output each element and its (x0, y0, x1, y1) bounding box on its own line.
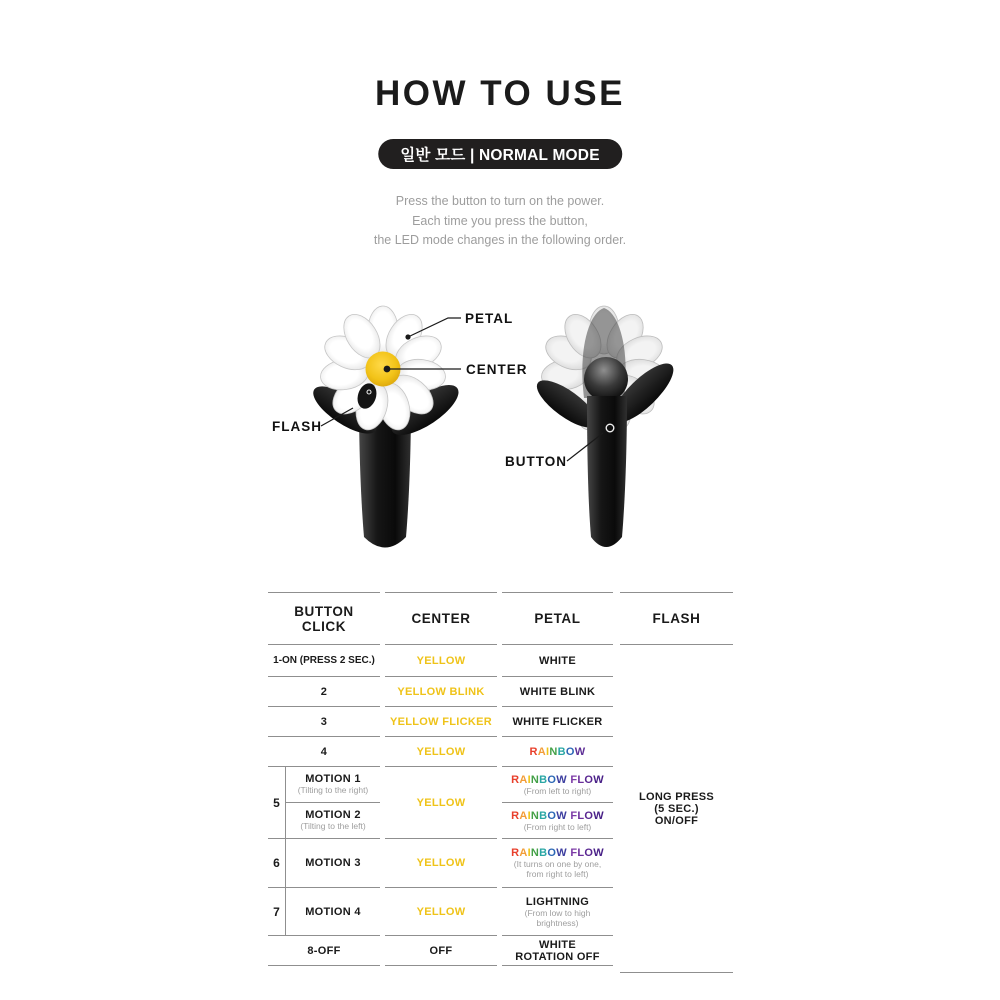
mode-table (268, 592, 733, 973)
click-row-5 (268, 767, 380, 839)
motion-2-cell: MOTION 2 (Tilting to the left) (300, 809, 366, 832)
click-row-5-number: 5 (268, 767, 286, 838)
petal-row-5a: RAINBOW FLOW (From left to right) (502, 767, 613, 803)
click-row-1: 1-ON (PRESS 2 SEC.) (268, 645, 380, 677)
click-row-7-number: 7 (268, 888, 286, 935)
click-row-6-number: 6 (268, 839, 286, 887)
rainbow-flow-text: RAINBOW FLOW (511, 809, 604, 822)
motion-3-cell: MOTION 3 (305, 857, 361, 869)
center-row-4: YELLOW (385, 737, 497, 767)
petal-row-8: WHITE ROTATION OFF (502, 936, 613, 966)
motion-4-cell: MOTION 4 (305, 905, 361, 918)
header-button-click: BUTTON CLICK (268, 592, 380, 645)
click-row-4: 4 (268, 737, 380, 767)
petal-row-3: WHITE FLICKER (502, 707, 613, 737)
normal-mode-badge-label: 일반 모드 | NORMAL MODE (400, 147, 600, 164)
motion-1-cell: MOTION 1 (Tilting to the right) (286, 767, 380, 803)
back-center-ball (584, 357, 628, 401)
header-petal: PETAL (502, 592, 613, 645)
center-label: CENTER (466, 362, 528, 377)
petal-row-2: WHITE BLINK (502, 677, 613, 707)
instruction-line: the LED mode changes in the following order. (373, 233, 627, 248)
lightstick-front (306, 306, 465, 548)
center-row-6: YELLOW (385, 839, 497, 888)
flash-long-press-cell: LONG PRESS (5 SEC.) ON/OFF (620, 645, 733, 973)
center-row-3: YELLOW FLICKER (385, 707, 497, 737)
page-title: HOW TO USE (375, 74, 625, 113)
lightstick-back (530, 306, 681, 547)
petal-row-6: RAINBOW FLOW (It turns on one by one, from right to left) (502, 839, 613, 888)
back-stem (587, 396, 627, 547)
rainbow-flow-text: RAINBOW FLOW (511, 847, 604, 859)
column-petal (502, 592, 613, 966)
center-row-1: YELLOW (385, 645, 497, 677)
center-row-8: OFF (385, 936, 497, 966)
click-row-2: 2 (268, 677, 380, 707)
click-row-8: 8-OFF (268, 936, 380, 966)
petal-row-1: WHITE (502, 645, 613, 677)
normal-mode-badge (378, 139, 622, 169)
center-row-7: YELLOW (385, 888, 497, 936)
usage-instructions (0, 192, 1000, 251)
click-row-3: 3 (268, 707, 380, 737)
rainbow-flow-text: RAINBOW FLOW (511, 773, 604, 786)
button-label: BUTTON (505, 454, 567, 469)
header-flash: FLASH (620, 592, 733, 645)
click-row-7 (268, 888, 380, 936)
center-row-5: YELLOW (385, 767, 497, 839)
click-row-6 (268, 839, 380, 888)
column-button-click (268, 592, 380, 966)
petal-row-4 (502, 737, 613, 767)
instruction-line: Press the button to turn on the power. (395, 194, 605, 208)
flash-label: FLASH (272, 419, 322, 434)
lightstick-diagram (250, 295, 770, 575)
instruction-line: Each time you press the button, (412, 213, 588, 228)
center-row-2: YELLOW BLINK (385, 677, 497, 707)
petal-label: PETAL (465, 311, 514, 326)
header-center: CENTER (385, 592, 497, 645)
power-button (606, 424, 614, 432)
column-flash (620, 592, 733, 973)
column-center (385, 592, 497, 966)
petal-row-5b: RAINBOW FLOW (From right to left) (502, 803, 613, 839)
rainbow-text: RAINBOW (529, 745, 586, 758)
petal-row-7: LIGHTNING (From low to high brightness) (502, 888, 613, 936)
